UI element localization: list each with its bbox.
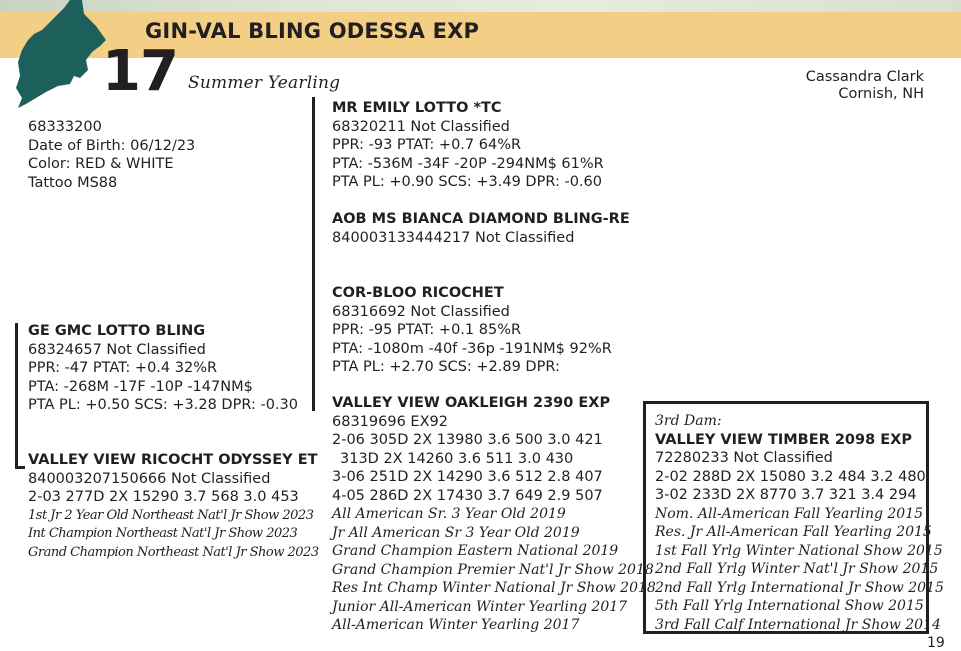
animal-reg: 68333200 — [28, 119, 102, 135]
third-dam-label: 3rd Dam: — [655, 413, 722, 429]
page-number: 19 — [927, 635, 945, 651]
granddam-block — [332, 394, 656, 635]
owner-info — [806, 69, 924, 103]
sire-ppr: PPR: -93 PTAT: +0.7 64%R — [332, 137, 522, 153]
granddam-record: 3-06 251D 2X 14290 3.6 512 2.8 407 — [332, 469, 603, 485]
dam-block — [28, 451, 319, 562]
dam-connector — [15, 466, 25, 469]
granddam-record: 4-05 286D 2X 17430 3.7 649 2.9 507 — [332, 487, 603, 504]
class-label: Summer Yearling — [188, 73, 341, 93]
third-dam-block — [655, 412, 944, 634]
animal-tattoo: Tattoo MS88 — [28, 174, 118, 191]
sire-pta-pl: PTA PL: +0.90 SCS: +3.49 DPR: -0.60 — [332, 174, 602, 190]
new-england-map-icon — [12, 0, 112, 112]
pedigree-line-mgs — [312, 286, 315, 411]
dam-sire-block — [28, 322, 298, 415]
owner-location: Cornish, NH — [838, 86, 924, 102]
mgs-name: COR-BLOO RICOCHET — [332, 285, 504, 301]
sire-reg: 68320211 Not Classified — [332, 118, 510, 135]
granddam-award: Grand Champion Eastern National 2019 — [332, 543, 619, 559]
dam-sire-pta: PTA: -268M -17F -10P -147NM$ — [28, 378, 253, 395]
sire-dam-name: AOB MS BIANCA DIAMOND BLING-RE — [332, 211, 630, 227]
owner-name: Cassandra Clark — [805, 69, 924, 85]
granddam-name: VALLEY VIEW OAKLEIGH 2390 EXP — [332, 395, 611, 411]
dam-sire-ppr: PPR: -47 PTAT: +0.4 32%R — [28, 360, 218, 376]
sire-block — [332, 99, 604, 192]
third-dam-record: 2-02 288D 2X 15080 3.2 484 3.2 480 — [655, 468, 926, 485]
granddam-award: Grand Champion Premier Nat'l Jr Show 2018 — [332, 561, 654, 578]
third-dam-award: Nom. All-American Fall Yearling 2015 — [655, 505, 924, 522]
sire-dam-block — [332, 210, 630, 247]
sire-name: MR EMILY LOTTO *TC — [332, 100, 502, 116]
third-dam-award: 5th Fall Yrlg International Show 2015 — [655, 598, 924, 614]
third-dam-award: 3rd Fall Calf International Jr Show 2014 — [655, 616, 941, 633]
granddam-record: 2-06 305D 2X 13980 3.6 500 3.0 421 — [332, 432, 603, 448]
mgs-block — [332, 284, 612, 377]
dam-award: Int Champion Northeast Nat'l Jr Show 2023 — [28, 526, 298, 541]
sire-pta: PTA: -536M -34F -20P -294NM$ 61%R — [332, 155, 604, 172]
granddam-reg: 68319696 EX92 — [332, 413, 448, 430]
animal-info — [28, 118, 195, 192]
mgs-reg: 68316692 Not Classified — [332, 303, 510, 320]
third-dam-award: 2nd Fall Yrlg International Jr Show 2015 — [655, 579, 944, 596]
third-dam-award: Res. Jr All-American Fall Yearling 2015 — [655, 524, 932, 540]
lot-number: 17 — [102, 39, 178, 104]
dam-sire-pta-pl: PTA PL: +0.50 SCS: +3.28 DPR: -0.30 — [28, 397, 298, 413]
dam-award: 1st Jr 2 Year Old Northeast Nat'l Jr Show 2023 — [28, 507, 314, 523]
dam-reg: 840003207150666 Not Classified — [28, 470, 271, 487]
mgs-pta-pl: PTA PL: +2.70 SCS: +2.89 DPR: — [332, 359, 560, 375]
animal-color: Color: RED & WHITE — [28, 156, 174, 172]
granddam-award: Jr All American Sr 3 Year Old 2019 — [332, 524, 580, 541]
granddam-award: All American Sr. 3 Year Old 2019 — [332, 506, 566, 522]
mgs-ppr: PPR: -95 PTAT: +0.1 85%R — [332, 322, 522, 338]
lot-title: GIN-VAL BLING ODESSA EXP — [145, 19, 480, 43]
mgs-pta: PTA: -1080m -40f -36p -191NM$ 92%R — [332, 340, 612, 357]
dam-record: 2-03 277D 2X 15290 3.7 568 3.0 453 — [28, 489, 299, 505]
pedigree-line-dam — [15, 323, 18, 468]
top-decorative-strip — [0, 0, 961, 12]
granddam-record: 313D 2X 14260 3.6 511 3.0 430 — [340, 450, 574, 467]
dam-sire-name: GE GMC LOTTO BLING — [28, 323, 206, 339]
granddam-award: All-American Winter Yearling 2017 — [332, 617, 580, 633]
third-dam-reg: 72280233 Not Classified — [655, 450, 833, 466]
animal-dob: Date of Birth: 06/12/23 — [28, 137, 196, 154]
third-dam-award: 2nd Fall Yrlg Winter Nat'l Jr Show 2015 — [655, 561, 939, 577]
third-dam-name: VALLEY VIEW TIMBER 2098 EXP — [655, 431, 912, 448]
granddam-award: Res Int Champ Winter National Jr Show 2018 — [332, 580, 656, 596]
third-dam-award: 1st Fall Yrlg Winter National Show 2015 — [655, 542, 943, 559]
dam-award: Grand Champion Northeast Nat'l Jr Show 2023 — [28, 544, 319, 560]
pedigree-line-sire — [312, 97, 315, 295]
sire-dam-reg: 840003133444217 Not Classified — [332, 229, 575, 246]
dam-name: VALLEY VIEW RICOCHT ODYSSEY ET — [28, 452, 318, 468]
third-dam-record: 3-02 233D 2X 8770 3.7 321 3.4 294 — [655, 487, 917, 503]
dam-sire-reg: 68324657 Not Classified — [28, 341, 206, 358]
granddam-award: Junior All-American Winter Yearling 2017 — [332, 598, 628, 615]
